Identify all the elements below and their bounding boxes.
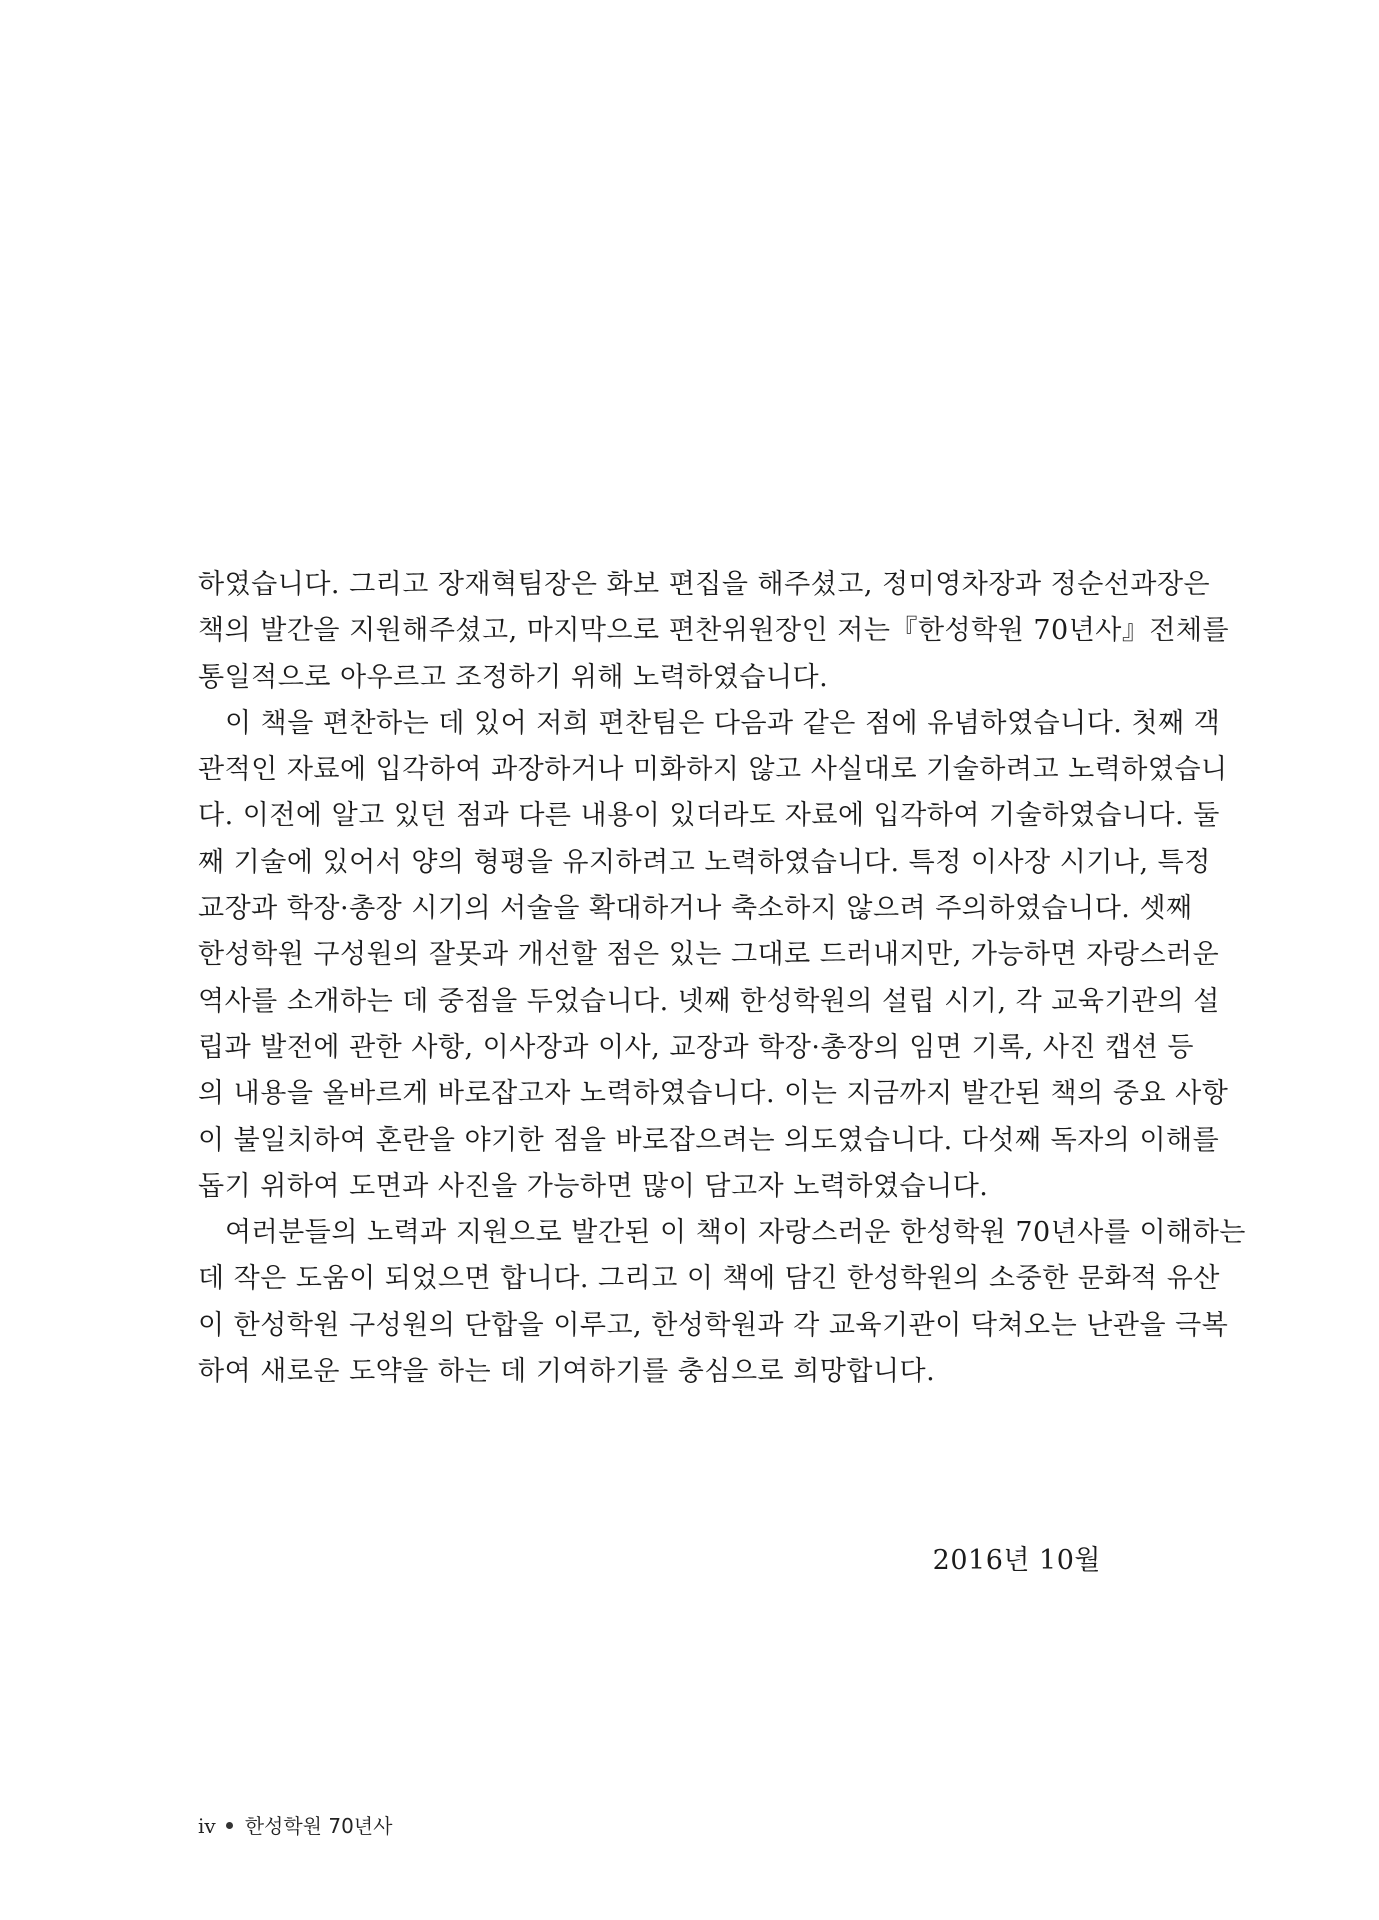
text-line: 여러분들의 노력과 지원으로 발간된 이 책이 자랑스러운 한성학원 70년사를 이해하는 [225,1217,1246,1249]
bullet-icon [226,1822,233,1829]
text-line: 책의 발간을 지원해주셨고, 마지막으로 편찬위원장인 저는『한성학원 70년사』전체를 [198,615,1230,647]
text-line: 이 불일치하여 혼란을 야기한 점을 바로잡으려는 의도였습니다. 다섯째 독자의 이해를 [198,1124,1220,1156]
paragraph-2 [198,701,1229,1210]
text-line: 이 책을 편찬하는 데 있어 저희 편찬팀은 다음과 같은 점에 유념하였습니다. 첫째 객 [225,707,1221,739]
text-line: 관적인 자료에 입각하여 과장하거나 미화하지 않고 사실대로 기술하려고 노력하였습니 [198,754,1228,786]
text-line: 역사를 소개하는 데 중점을 두었습니다. 넷째 한성학원의 설립 시기, 각 교육기관의 설 [198,985,1220,1017]
text-line: 돕기 위하여 도면과 사진을 가능하면 많이 담고자 노력하였습니다. [198,1170,989,1202]
paragraph-3 [198,1210,1246,1395]
text-line: 째 기술에 있어서 양의 형평을 유지하려고 노력하였습니다. 특정 이사장 시기나, 특정 [198,846,1211,878]
text-line: 한성학원 구성원의 잘못과 개선할 점은 있는 그대로 드러내지만, 가능하면 자랑스러운 [198,939,1220,971]
text-line: 하였습니다. 그리고 장재혁팀장은 화보 편집을 해주셨고, 정미영차장과 정순선과장은 [198,569,1211,600]
page-footer [198,1810,392,1839]
text-line: 데 작은 도움이 되었으면 합니다. 그리고 이 책에 담긴 한성학원의 소중한 문화적 유산 [198,1263,1220,1295]
page-number: iv [198,1814,216,1838]
text-line: 이 한성학원 구성원의 단합을 이루고, 한성학원과 각 교육기관이 닥쳐오는 난관을 극복 [198,1309,1229,1341]
book-title: 한성학원 70년사 [244,1814,393,1838]
paragraph-1 [198,562,1230,701]
text-line: 다. 이전에 알고 있던 점과 다른 내용이 있더라도 자료에 입각하여 기술하였습니다. 둘 [198,800,1220,832]
text-line: 교장과 학장·총장 시기의 서술을 확대하거나 축소하지 않으려 주의하였습니다. 셋째 [198,893,1193,925]
text-line: 통일적으로 아우르고 조정하기 위해 노력하였습니다. [198,661,829,693]
text-line: 하여 새로운 도약을 하는 데 기여하기를 충심으로 희망합니다. [198,1356,936,1388]
date-line: 2016년 10월 [932,1545,1101,1576]
text-line: 립과 발전에 관한 사항, 이사장과 이사, 교장과 학장·총장의 임면 기록, 사진 캡션 등 [198,1031,1194,1063]
text-line: 의 내용을 올바르게 바로잡고자 노력하였습니다. 이는 지금까지 발간된 책의 중요 사항 [198,1078,1229,1110]
body-text [198,562,1246,1395]
